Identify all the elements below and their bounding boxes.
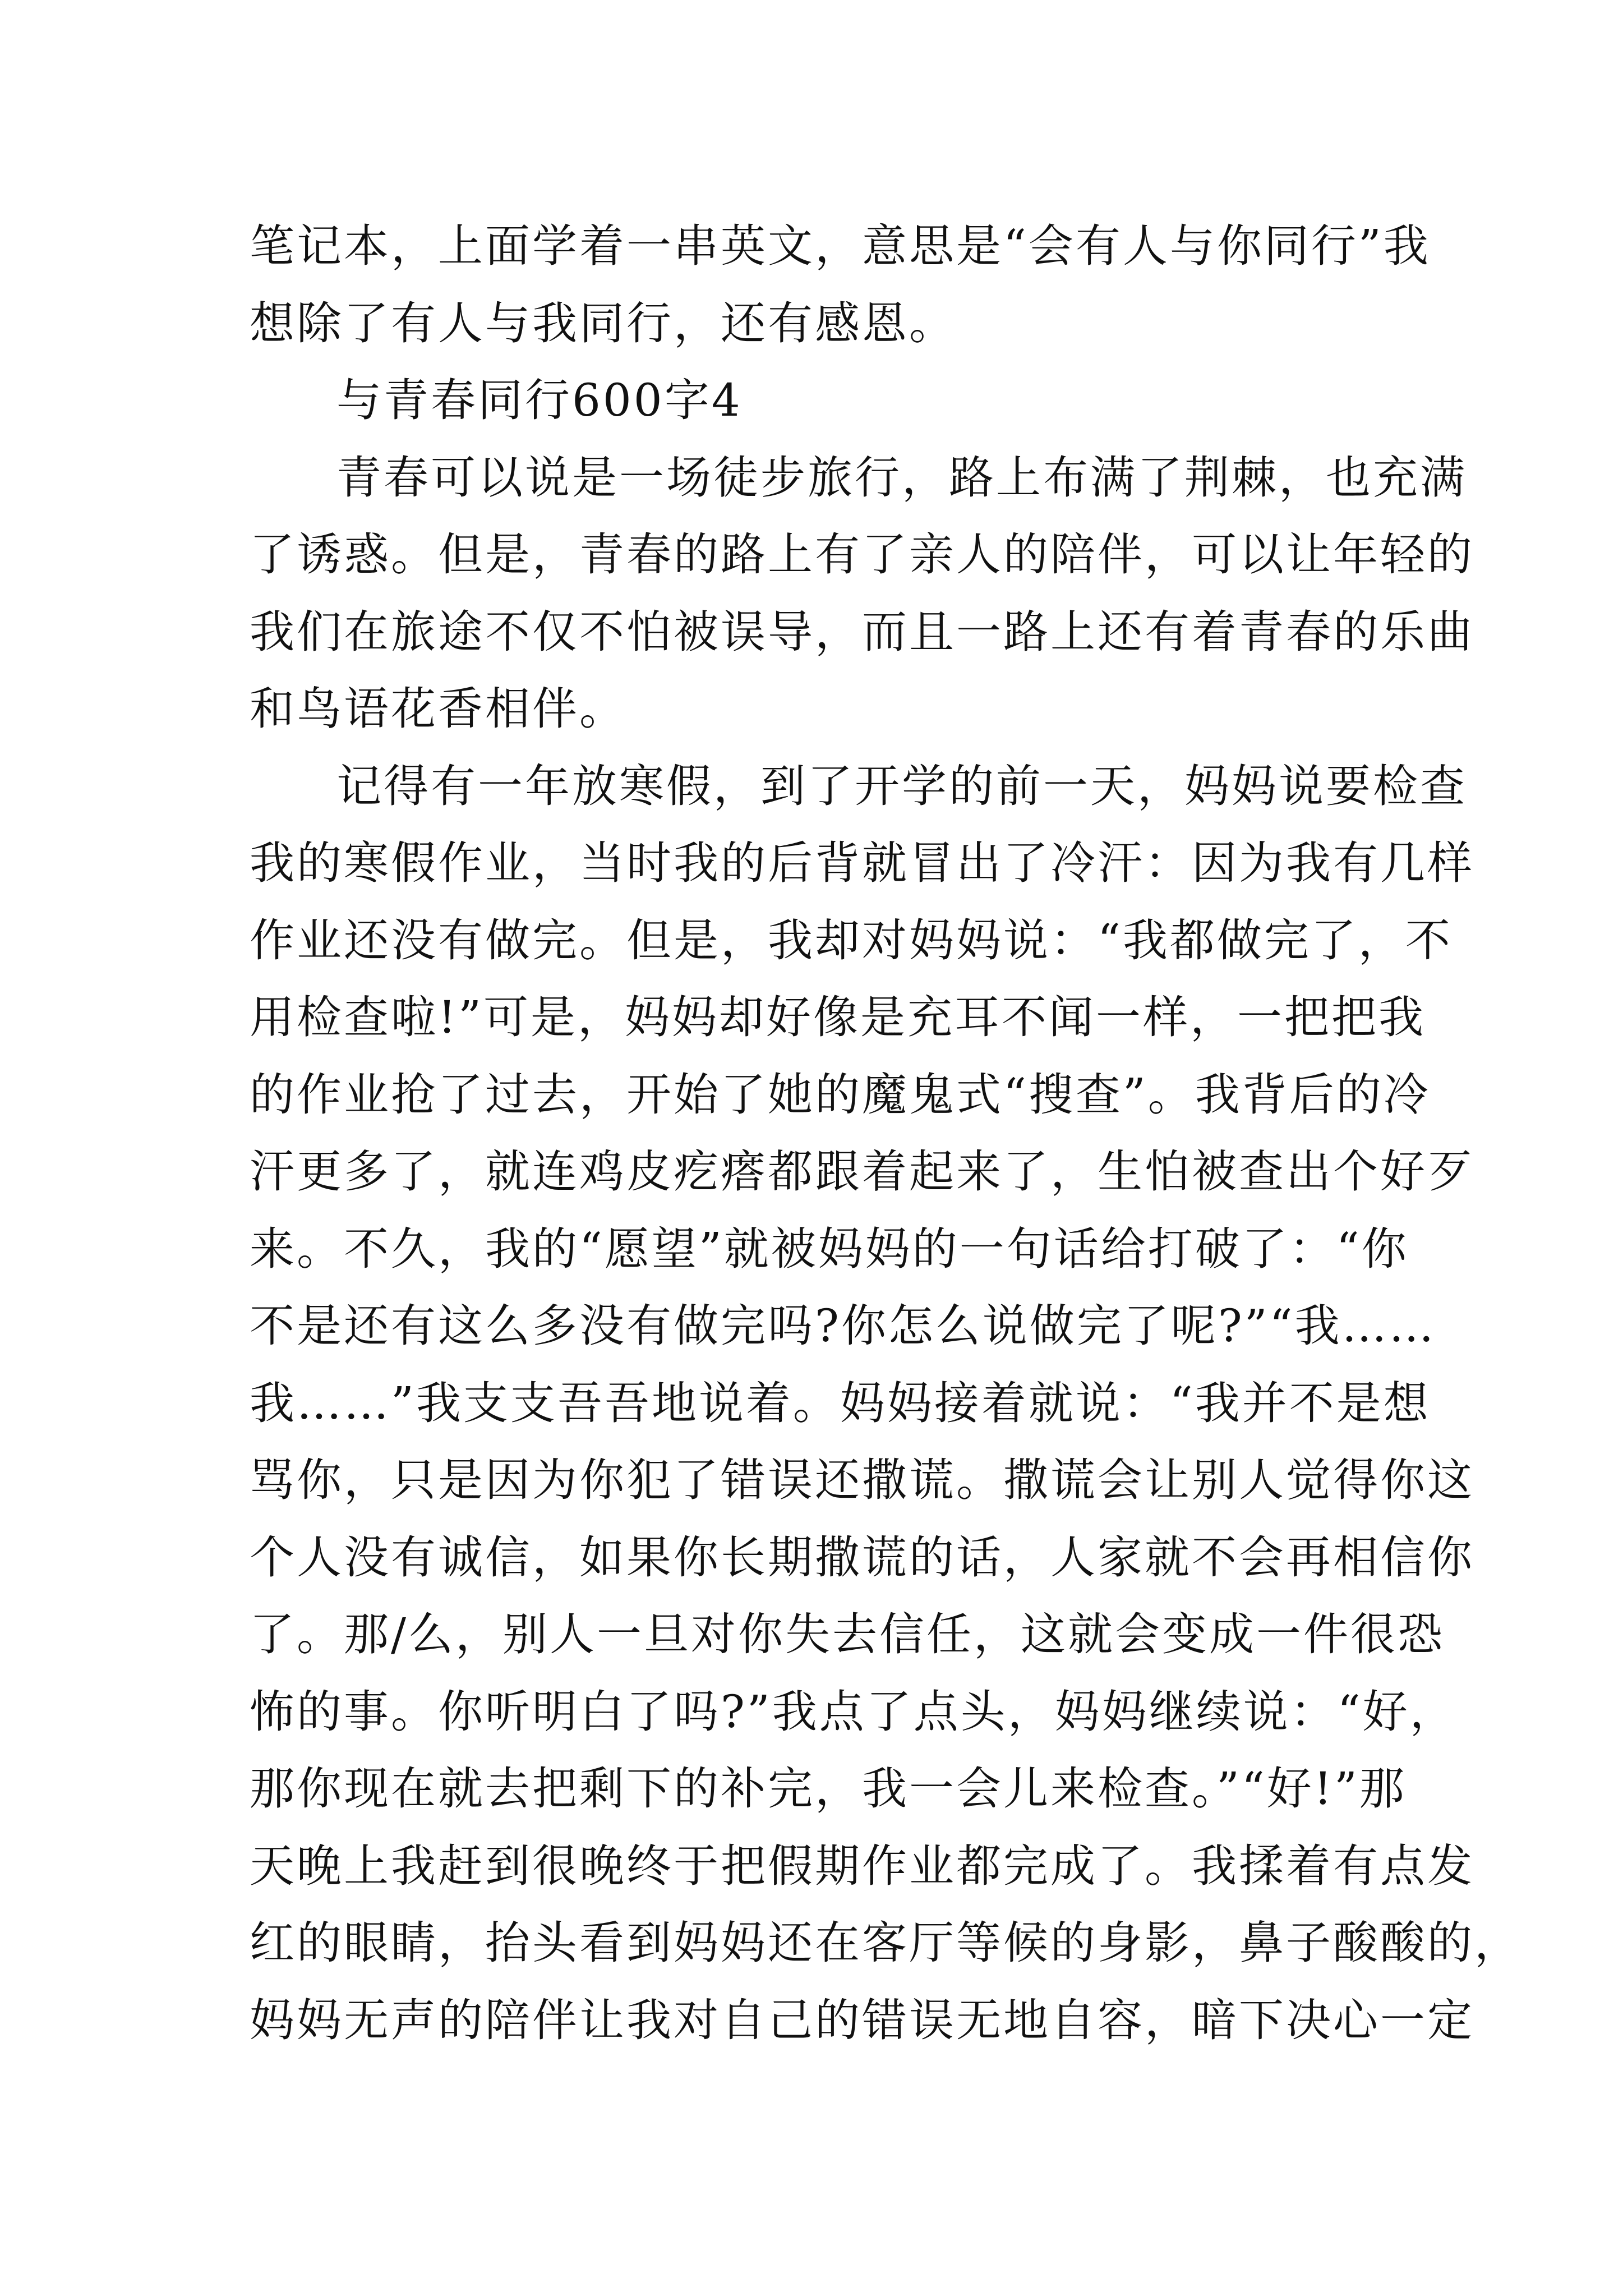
text-line: 天晚上我赶到很晚终于把假期作业都完成了。我揉着有点发 — [250, 1839, 1474, 1892]
section-heading: 与青春同行600字4 — [336, 374, 743, 426]
text-line: 青春可以说是一场徒步旅行，路上布满了荆棘，也充满 — [336, 451, 1467, 504]
text-line: 我的寒假作业，当时我的后背就冒出了冷汗：因为我有几样 — [250, 837, 1474, 889]
text-line: 和鸟语花香相伴。 — [250, 683, 626, 735]
text-line: 用检查啦!”可是，妈妈却好像是充耳不闻一样，一把把我 — [250, 991, 1426, 1043]
document-body — [250, 208, 1521, 2059]
text-line: 红的眼睛，抬头看到妈妈还在客厅等候的身影，鼻子酸酸的， — [250, 1917, 1521, 1969]
text-line: 妈妈无声的陪伴让我对自己的错误无地自容，暗下决心一定 — [250, 1994, 1474, 2046]
text-line: 怖的事。你听明白了吗?”我点了点头，妈妈继续说：“好， — [250, 1685, 1457, 1738]
text-line: 我们在旅途不仅不怕被误导，而且一路上还有着青春的乐曲 — [250, 605, 1474, 658]
text-line: 骂你，只是因为你犯了错误还撒谎。撒谎会让别人觉得你这 — [250, 1454, 1474, 1506]
text-line: 记得有一年放寒假，到了开学的前一天，妈妈说要检查 — [336, 760, 1467, 812]
text-line: 不是还有这么多没有做完吗?你怎么说做完了呢?”“我…… — [250, 1300, 1436, 1352]
text-line: 笔记本，上面学着一串英文，意思是“会有人与你同行”我 — [250, 220, 1431, 272]
text-line: 那你现在就去把剩下的补完，我一会儿来检查。”“好!”那 — [250, 1763, 1407, 1815]
text-line: 想除了有人与我同行，还有感恩。 — [250, 297, 956, 349]
text-line: 个人没有诚信，如果你长期撒谎的话，人家就不会再相信你 — [250, 1531, 1474, 1584]
text-line: 了诱惑。但是，青春的路上有了亲人的陪伴，可以让年轻的 — [250, 528, 1474, 581]
text-line: 作业还没有做完。但是，我却对妈妈说：“我都做完了，不 — [250, 914, 1453, 967]
text-line: 来。不久，我的“愿望”就被妈妈的一句话给打破了：“你 — [250, 1222, 1409, 1275]
text-line: 汗更多了，就连鸡皮疙瘩都跟着起来了，生怕被查出个好歹 — [250, 1145, 1474, 1198]
text-line: 的作业抢了过去，开始了她的魔鬼式“搜查”。我背后的冷 — [250, 1068, 1431, 1121]
text-line: 了。那/么，别人一旦对你失去信任，这就会变成一件很恐 — [250, 1608, 1445, 1660]
text-line: 我……”我支支吾吾地说着。妈妈接着就说：“我并不是想 — [250, 1377, 1431, 1429]
